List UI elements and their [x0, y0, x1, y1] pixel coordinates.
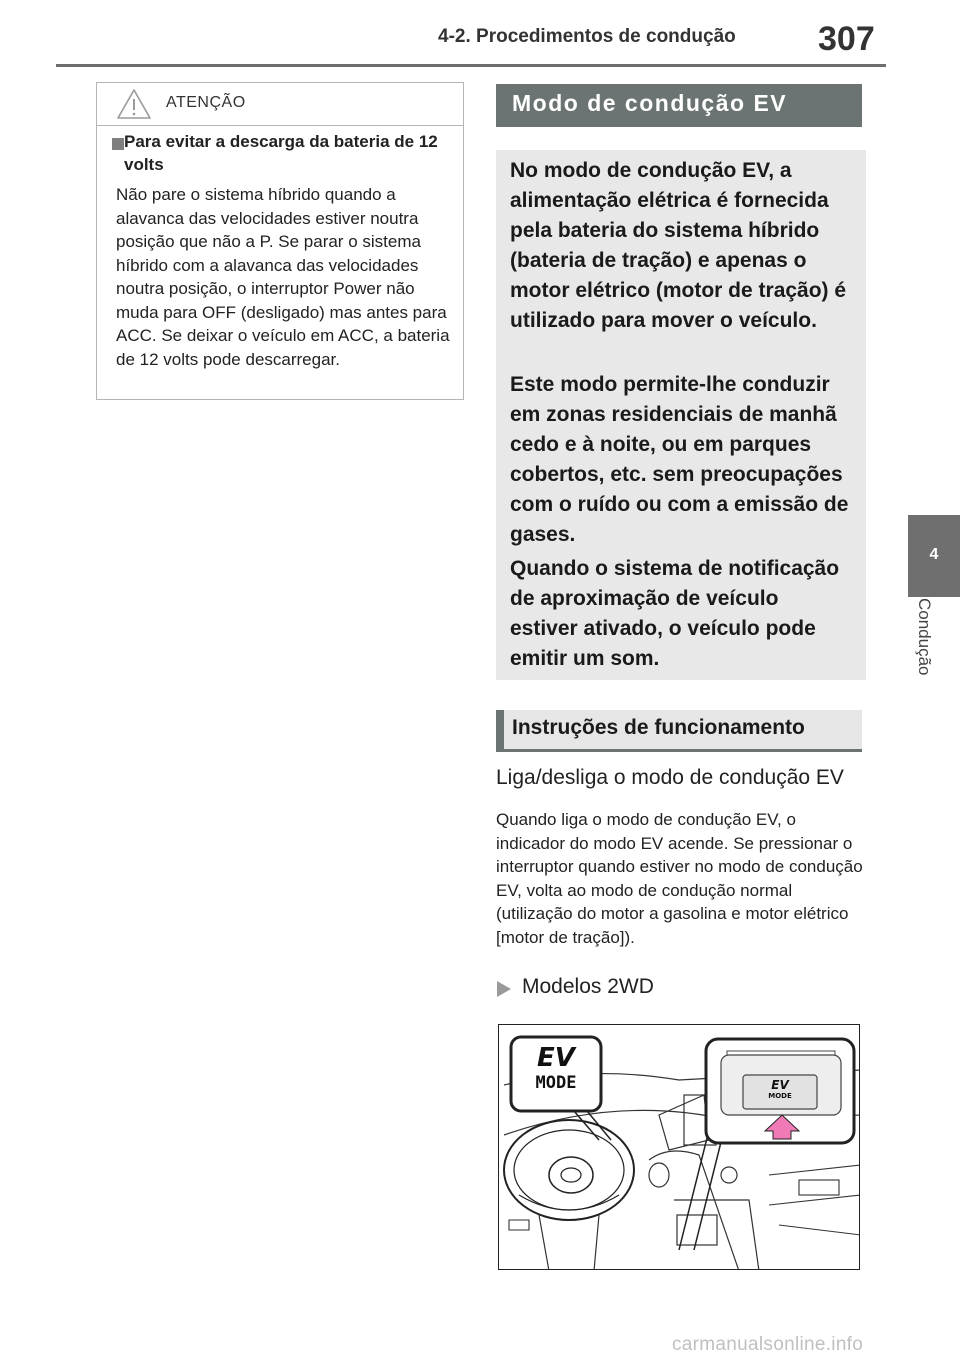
ev-callout-2-mode: MODE — [768, 1092, 792, 1100]
instructions-caption: Liga/desliga o modo de condução EV — [496, 766, 844, 789]
bullet-square-icon — [112, 138, 124, 150]
chapter-number: 4 — [929, 546, 939, 563]
triangle-bullet-icon — [496, 980, 512, 998]
watermark: carmanualsonline.info — [672, 1334, 864, 1355]
warning-subheading: Para evitar a descarga da bateria de 12 volts — [124, 132, 438, 174]
ev-callout-2-label: EV — [771, 1078, 789, 1092]
ev-section-heading: Modo de condução EV — [512, 90, 788, 116]
warning-title: ATENÇÃO — [166, 94, 246, 111]
ev-callout-1-label: EV — [537, 1043, 575, 1073]
page-number: 307 — [818, 20, 875, 58]
chapter-label: Condução — [915, 598, 934, 676]
summary-paragraph-1: No modo de condução EV, a alimentação elétrica é fornecida pela bateria do sistema híbrido (bateria de tração) e apenas o motor elétrico (motor de tração) é utilizado para mover o veículo. — [510, 159, 847, 332]
warning-body: Não pare o sistema híbrido quando a alavanca das velocidades estiver noutra posição que não a P. Se parar o sistema híbrido com a alavanca das velocidades noutra posição, o interruptor Power não muda para OFF (desligado) mas antes para ACC. Se deixar o veículo em ACC, a bateria de 12 volts pode descarregar. — [116, 185, 450, 369]
instructions-body: Quando liga o modo de condução EV, o indicador do modo EV acende. Se pressionar o interruptor quando estiver no modo de condução EV, volta ao modo de condução normal (utilização do motor a gasolina e motor elétrico [motor de tração]). — [496, 810, 863, 947]
summary-paragraph-2: Este modo permite-lhe conduzir em zonas residenciais de manhã cedo e à noite, ou em parques cobertos, etc. sem preocupações com o ruído ou com a emissão de gases. — [510, 373, 849, 546]
instructions-heading: Instruções de funcionamento — [512, 716, 805, 739]
models-label: Modelos 2WD — [522, 975, 654, 998]
chapter-label-container — [894, 598, 960, 728]
section-title: 4-2. Procedimentos de condução — [438, 26, 736, 47]
warning-triangle-icon — [116, 88, 152, 120]
summary-paragraph-3: Quando o sistema de notificação de aproximação de veículo estiver ativado, o veículo pode emitir um som. — [510, 557, 840, 670]
ev-callout-1-mode: MODE — [535, 1073, 577, 1093]
dashboard-illustration — [498, 1024, 860, 1270]
header-divider — [56, 64, 886, 67]
